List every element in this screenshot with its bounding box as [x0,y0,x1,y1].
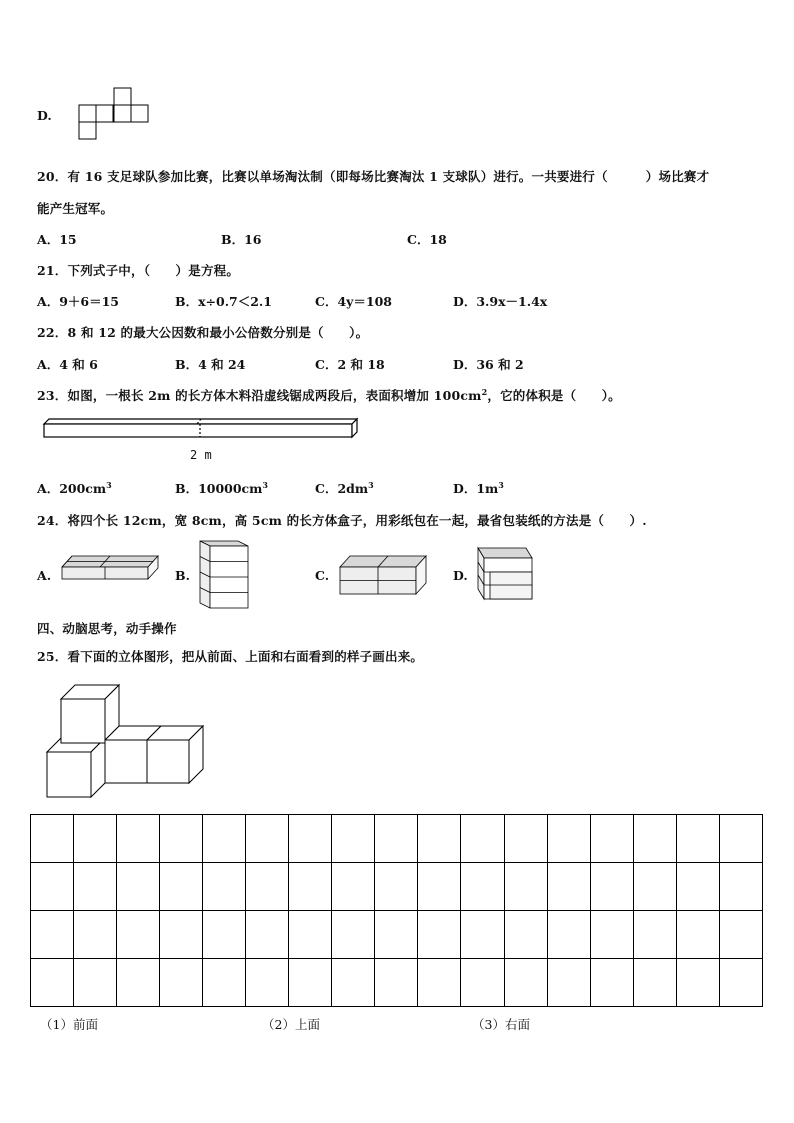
grid-cell[interactable] [160,959,203,1007]
grid-cell[interactable] [246,815,289,863]
grid-cell[interactable] [160,863,203,911]
grid-cell[interactable] [203,863,246,911]
q24-option-b[interactable]: B. [175,568,190,583]
grid-cell[interactable] [31,863,74,911]
grid-cell[interactable] [74,911,117,959]
q23-stem-part2: ，它的体积是（ ）。 [487,388,621,403]
grid-cell[interactable] [74,815,117,863]
q23-figure-length-label: 2 m [190,448,212,462]
grid-cell[interactable] [719,863,762,911]
q20-option-a[interactable]: A．15 [37,232,77,247]
grid-row [31,959,763,1007]
q23-option-c-text: C．2dm [315,481,369,496]
grid-row [31,815,763,863]
q20-option-c[interactable]: C．18 [407,232,447,247]
grid-cell[interactable] [633,959,676,1007]
grid-cell[interactable] [504,863,547,911]
q23-option-d-text: D．1m [453,481,499,496]
q25-drawing-grid[interactable] [30,814,763,1007]
grid-cell[interactable] [246,959,289,1007]
grid-cell[interactable] [375,815,418,863]
grid-cell[interactable] [332,863,375,911]
q25-label-front: （1）前面 [40,1017,98,1032]
grid-cell[interactable] [332,911,375,959]
grid-cell[interactable] [719,959,762,1007]
q21-option-a[interactable]: A．9＋6＝15 [37,294,119,309]
q22-stem: 22．8 和 12 的最大公因数和最小公倍数分别是（ ）。 [37,325,369,340]
q22-option-c[interactable]: C．2 和 18 [315,357,385,372]
grid-cell[interactable] [547,959,590,1007]
q19-option-d-label[interactable]: D. [37,108,52,123]
q24-stem: 24．将四个长 12cm，宽 8cm，高 5cm 的长方体盒子，用彩纸包在一起，最省包装纸的方法是（ ）. [37,513,647,528]
q20-stem-line1: 20．有 16 支足球队参加比赛，比赛以单场淘汰制（即每场比赛淘汰 1 支球队）进行。一共要进行（ ）场比赛才 [37,169,710,184]
grid-cell[interactable] [117,863,160,911]
grid-cell[interactable] [160,911,203,959]
grid-cell[interactable] [590,863,633,911]
grid-cell[interactable] [590,911,633,959]
grid-cell[interactable] [289,911,332,959]
q20-option-b[interactable]: B．16 [221,232,262,247]
q23-option-a-text: A．200cm [37,481,107,496]
grid-cell[interactable] [375,863,418,911]
grid-cell[interactable] [246,911,289,959]
grid-cell[interactable] [418,863,461,911]
q25-label-top: （2）上面 [262,1017,320,1032]
q22-option-a[interactable]: A．4 和 6 [37,357,98,372]
grid-cell[interactable] [332,815,375,863]
grid-cell[interactable] [461,863,504,911]
grid-row [31,863,763,911]
q25-stem: 25．看下面的立体图形，把从前面、上面和右面看到的样子画出来。 [37,649,424,664]
q23-option-a-sup: 3 [106,479,112,490]
grid-cell[interactable] [504,815,547,863]
grid-cell[interactable] [547,863,590,911]
grid-cell[interactable] [418,911,461,959]
grid-cell[interactable] [246,863,289,911]
grid-cell[interactable] [117,911,160,959]
grid-cell[interactable] [203,959,246,1007]
q24-option-d[interactable]: D. [453,568,468,583]
q24-option-c[interactable]: C. [315,568,330,583]
grid-cell[interactable] [676,815,719,863]
grid-cell[interactable] [461,815,504,863]
grid-cell[interactable] [590,815,633,863]
q22-option-d[interactable]: D．36 和 2 [453,357,524,372]
grid-cell[interactable] [74,959,117,1007]
grid-cell[interactable] [203,911,246,959]
grid-cell[interactable] [719,815,762,863]
grid-cell[interactable] [676,911,719,959]
grid-row [31,911,763,959]
grid-cell[interactable] [633,911,676,959]
grid-cell[interactable] [590,959,633,1007]
grid-cell[interactable] [117,959,160,1007]
q21-option-c[interactable]: C．4y＝108 [315,294,393,309]
grid-cell[interactable] [547,911,590,959]
q23-option-d-sup: 3 [498,479,504,490]
grid-cell[interactable] [461,959,504,1007]
q23-stem-sup: 2 [481,386,488,397]
grid-cell[interactable] [289,815,332,863]
grid-cell[interactable] [719,911,762,959]
q21-option-d[interactable]: D．3.9x－1.4x [453,294,548,309]
q24-option-a[interactable]: A. [37,568,52,583]
q21-stem: 21．下列式子中，（ ）是方程。 [37,263,240,278]
q23-option-c-sup: 3 [368,479,374,490]
grid-cell[interactable] [31,959,74,1007]
q20-stem-line2: 能产生冠军。 [37,201,114,216]
grid-cell[interactable] [74,863,117,911]
grid-cell[interactable] [375,959,418,1007]
grid-cell[interactable] [160,815,203,863]
grid-cell[interactable] [676,959,719,1007]
grid-cell[interactable] [547,815,590,863]
q21-option-b[interactable]: B．x÷0.7＜2.1 [175,294,272,309]
q23-stem-part1: 23．如图，一根长 2m 的长方体木料沿虚线锯成两段后，表面积增加 100cm [37,388,482,403]
grid-cell[interactable] [117,815,160,863]
grid-cell[interactable] [418,959,461,1007]
grid-cell[interactable] [31,911,74,959]
grid-cell[interactable] [504,911,547,959]
grid-cell[interactable] [633,815,676,863]
grid-cell[interactable] [289,863,332,911]
q23-option-b-sup: 3 [262,479,268,490]
grid-cell[interactable] [418,815,461,863]
q22-option-b[interactable]: B．4 和 24 [175,357,246,372]
q23-option-b-text: B．10000cm [175,481,263,496]
grid-cell[interactable] [375,911,418,959]
grid-cell[interactable] [504,959,547,1007]
grid-cell[interactable] [31,815,74,863]
q25-label-right: （3）右面 [472,1017,530,1032]
grid-cell[interactable] [203,815,246,863]
grid-cell[interactable] [332,959,375,1007]
grid-cell[interactable] [461,911,504,959]
grid-cell[interactable] [676,863,719,911]
grid-cell[interactable] [289,959,332,1007]
grid-cell[interactable] [633,863,676,911]
section-4-title: 四、动脑思考，动手操作 [37,621,177,636]
